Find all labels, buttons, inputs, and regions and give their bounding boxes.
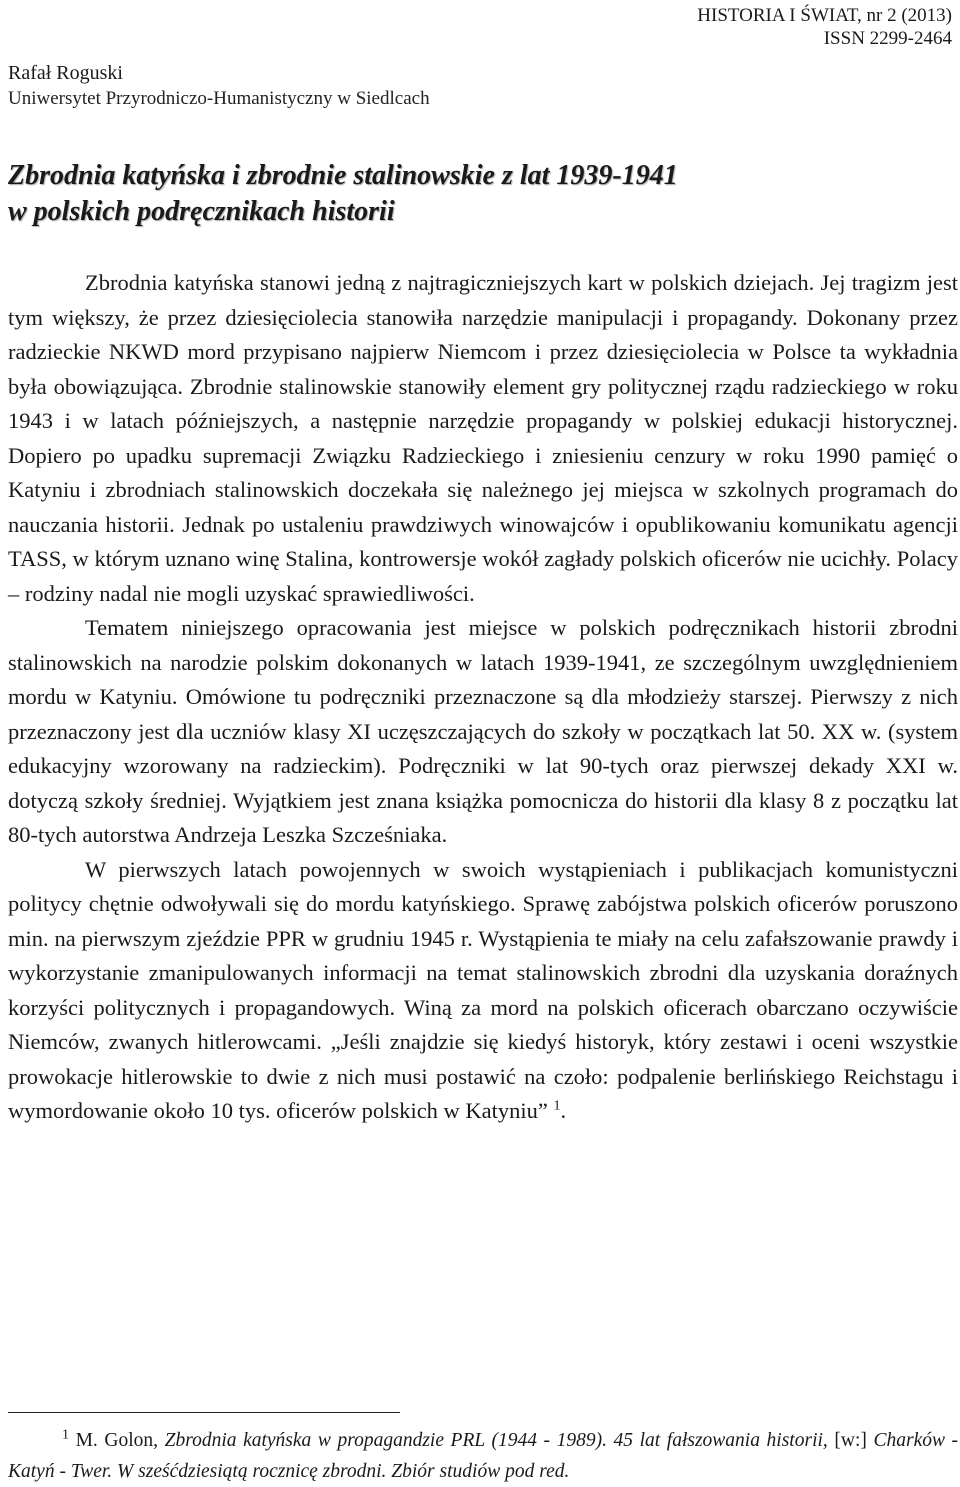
author-affiliation: Uniwersytet Przyrodniczo-Humanistyczny w Siedlcach — [8, 88, 430, 109]
author-name: Rafał Roguski — [8, 62, 123, 84]
journal-issn: ISSN 2299-2464 — [823, 28, 952, 49]
paragraph-3-end: . — [560, 1098, 567, 1123]
article-title-line-1: Zbrodnia katyńska i zbrodnie stalinowskie z lat 1939-1941 — [8, 160, 678, 191]
paragraph-2: Tematem niniejszego opracowania jest miejsce w polskich podręcznikach historii zbrodni stalinowskich na narodzie polskim dokonanych w latach 1939-1941, ze szczególnym uwzględnieniem mordu w Katyniu. Omówione tu podręczniki przeznaczone są dla młodzieży starszej. Pierwszy z nich przeznaczony jest dla uczniów klasy XI uczęszczających do szkoły w początkach lat 50. XX w. (system edukacyjny wzorowany na radzieckim). Podręczniki w lat 90-tych oraz pierwszej dekady XXI w. dotyczą szkoły średniej. Wyjątkiem jest znana książka pomocnicza do historii dla klasy 8 z początku lat 80-tych autorstwa Andrzeja Leszka Szcześniaka. — [8, 615, 958, 847]
paragraph-3-text: W pierwszych latach powojennych w swoich wystąpieniach i publikacjach komunistyczni politycy chętnie odwoływali się do mordu katyńskiego. Sprawę zabójstwa polskich oficerów poruszono min. na pierwszym zjeździe PPR w grudniu 1945 r. Wystąpienia te miały na celu zafałszowanie prawdy i wykorzystanie zmanipulowanych informacji na temat stalinowskich zbrodni dla uzyskania doraźnych korzyści politycznych i propagandowych. Winą za mord na polskich oficerach obarczano oczywiście Niemców, zwanych hitlerowcami. „Jeśli znajdzie się kiedyś historyk, który zestawi i oceni wszystkie prowokacje hitlerowskie to dwie z nich musi postawić na czoło: podpalenie berlińskiego Reichstagu i wymordowanie około 10 tys. oficerów polskich w Katyniu” — [8, 856, 958, 1123]
footnote-book: Charków -Katyń - Twer. W sześćdziesiątą rocznicę zbrodni. Zbiór studiów pod red. — [8, 1430, 959, 1482]
footnote-in-marker: [w:] — [834, 1430, 867, 1451]
journal-name: HISTORIA I ŚWIAT, nr 2 (2013) — [697, 5, 952, 26]
footnote-number: 1 — [62, 1427, 69, 1443]
footnote — [8, 1425, 958, 1487]
footnote-title: Zbrodnia katyńska w propagandzie PRL (1944 - 1989). 45 lat fałszowania historii, — [164, 1430, 828, 1451]
paragraph-1: Zbrodnia katyńska stanowi jedną z najtragiczniejszych kart w polskich dziejach. Jej tragizm jest tym większy, że przez dziesięciolecia stanowiła narzędzie manipulacji i propagandy. Dokonany przez radzieckie NKWD mord przypisano najpierw Niemcom i przez dziesięciolecia w Polsce ta wykładnia była obowiązująca. Zbrodnie stalinowskie stanowiły element gry politycznej rządu radzieckiego w roku 1943 i w latach późniejszych, a następnie narzędzie propagandy w polskiej edukacji historycznej. Dopiero po upadku supremacji Związku Radzieckiego i zniesieniu cenzury w roku 1990 pamięć o Katyniu i zbrodniach stalinowskich doczekała się należnego jej miejsca w szkolnych programach do nauczania historii. Jednak po ustaleniu prawdziwych winowajców i opublikowaniu komunikatu agencji TASS, w którym uznano winę Stalina, kontrowersje wokół zagłady polskich oficerów nie ucichły. Polacy – rodziny nadal nie mogli uzyskać sprawiedliwości. — [8, 270, 958, 606]
article-title-line-2: w polskich podręcznikach historii — [8, 196, 395, 227]
article-title — [8, 158, 948, 230]
footnote-author: M. Golon, — [75, 1430, 159, 1451]
footnote-reference[interactable]: 1 — [553, 1098, 561, 1114]
author-block — [8, 60, 430, 112]
article-body — [8, 266, 958, 1129]
footnote-separator — [8, 1412, 400, 1413]
paragraph-3 — [8, 853, 958, 1129]
journal-header — [697, 4, 952, 50]
